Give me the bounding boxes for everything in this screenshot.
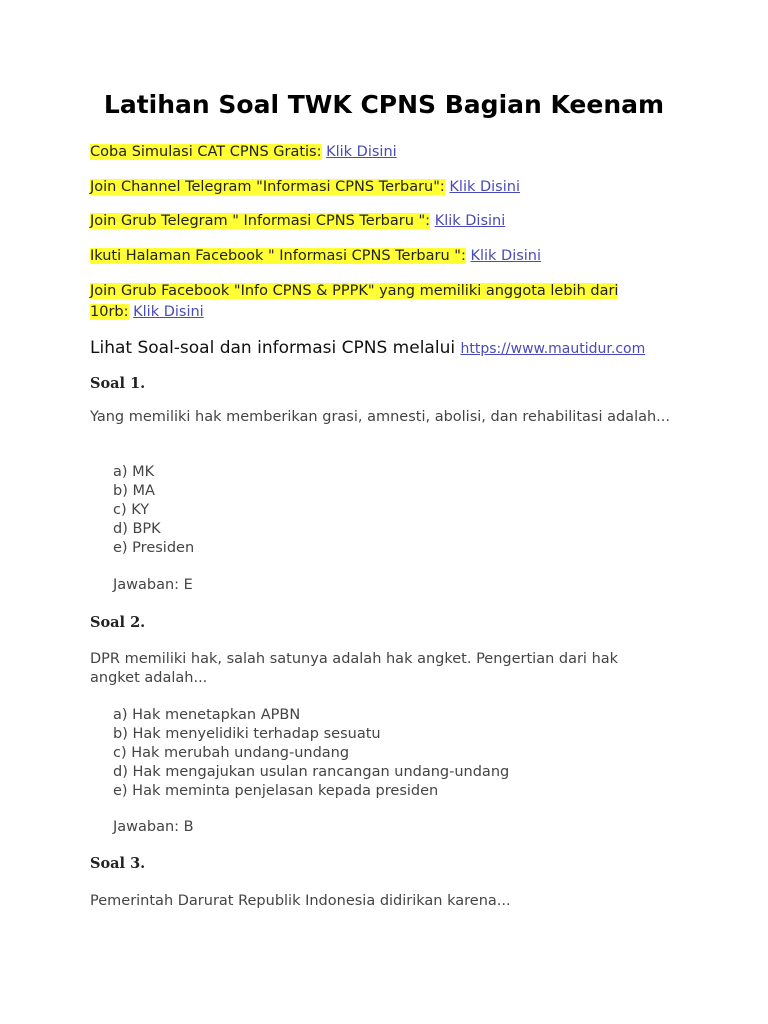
question-label: Soal 3. bbox=[90, 855, 146, 872]
promo-text: Join Grub Facebook "Info CPNS & PPPK" yang memiliki anggota lebih dari bbox=[90, 283, 619, 299]
option-item: e) Hak meminta penjelasan kepada presiden bbox=[113, 783, 439, 799]
page-title: Latihan Soal TWK CPNS Bagian Keenam bbox=[103, 90, 665, 119]
promo-text: Join Grub Telegram " Informasi CPNS Terbaru ": bbox=[90, 213, 431, 229]
website-link[interactable]: https://www.mautidur.com bbox=[460, 341, 646, 357]
promo-facebook-group bbox=[90, 281, 690, 323]
klik-disini-link[interactable]: Klik Disini bbox=[133, 304, 204, 320]
promo-text: Join Channel Telegram "Informasi CPNS Terbaru": bbox=[90, 179, 445, 195]
klik-disini-link[interactable]: Klik Disini bbox=[326, 144, 397, 160]
option-item: d) Hak mengajukan usulan rancangan undang-undang bbox=[113, 764, 510, 780]
question-text: Yang memiliki hak memberikan grasi, amnesti, abolisi, dan rehabilitasi adalah... bbox=[90, 409, 670, 425]
promo-text: Ikuti Halaman Facebook " Informasi CPNS Terbaru ": bbox=[90, 248, 466, 264]
promo-text: 10rb: bbox=[90, 304, 129, 320]
option-item: a) Hak menetapkan APBN bbox=[113, 707, 301, 723]
question-text: Pemerintah Darurat Republik Indonesia didirikan karena... bbox=[90, 893, 511, 909]
option-list bbox=[113, 706, 509, 801]
option-item: d) BPK bbox=[113, 521, 161, 537]
option-item: b) Hak menyelidiki terhadap sesuatu bbox=[113, 726, 381, 742]
option-list bbox=[113, 463, 194, 558]
option-item: a) MK bbox=[113, 464, 155, 480]
option-item: c) Hak merubah undang-undang bbox=[113, 745, 350, 761]
question-text: DPR memiliki hak, salah satunya adalah hak angket. Pengertian dari hak angket adalah... bbox=[90, 651, 619, 686]
question-label: Soal 2. bbox=[90, 614, 146, 631]
klik-disini-link[interactable]: Klik Disini bbox=[449, 179, 520, 195]
promo-text: Coba Simulasi CAT CPNS Gratis: bbox=[90, 144, 322, 160]
option-item: e) Presiden bbox=[113, 540, 195, 556]
klik-disini-link[interactable]: Klik Disini bbox=[434, 213, 506, 229]
promo-cat-simulation bbox=[90, 142, 690, 162]
option-item: b) MA bbox=[113, 483, 155, 499]
question-label: Soal 1. bbox=[90, 375, 146, 392]
subheading-text: Lihat Soal-soal dan informasi CPNS melalui bbox=[90, 338, 456, 358]
answer-text: Jawaban: B bbox=[113, 819, 194, 835]
info-subheading bbox=[90, 338, 645, 358]
promo-facebook-page bbox=[90, 246, 690, 266]
klik-disini-link[interactable]: Klik Disini bbox=[470, 248, 542, 264]
promo-telegram-channel bbox=[90, 177, 690, 197]
promo-telegram-group bbox=[90, 211, 690, 231]
answer-text: Jawaban: E bbox=[113, 577, 193, 593]
option-item: c) KY bbox=[113, 502, 150, 518]
